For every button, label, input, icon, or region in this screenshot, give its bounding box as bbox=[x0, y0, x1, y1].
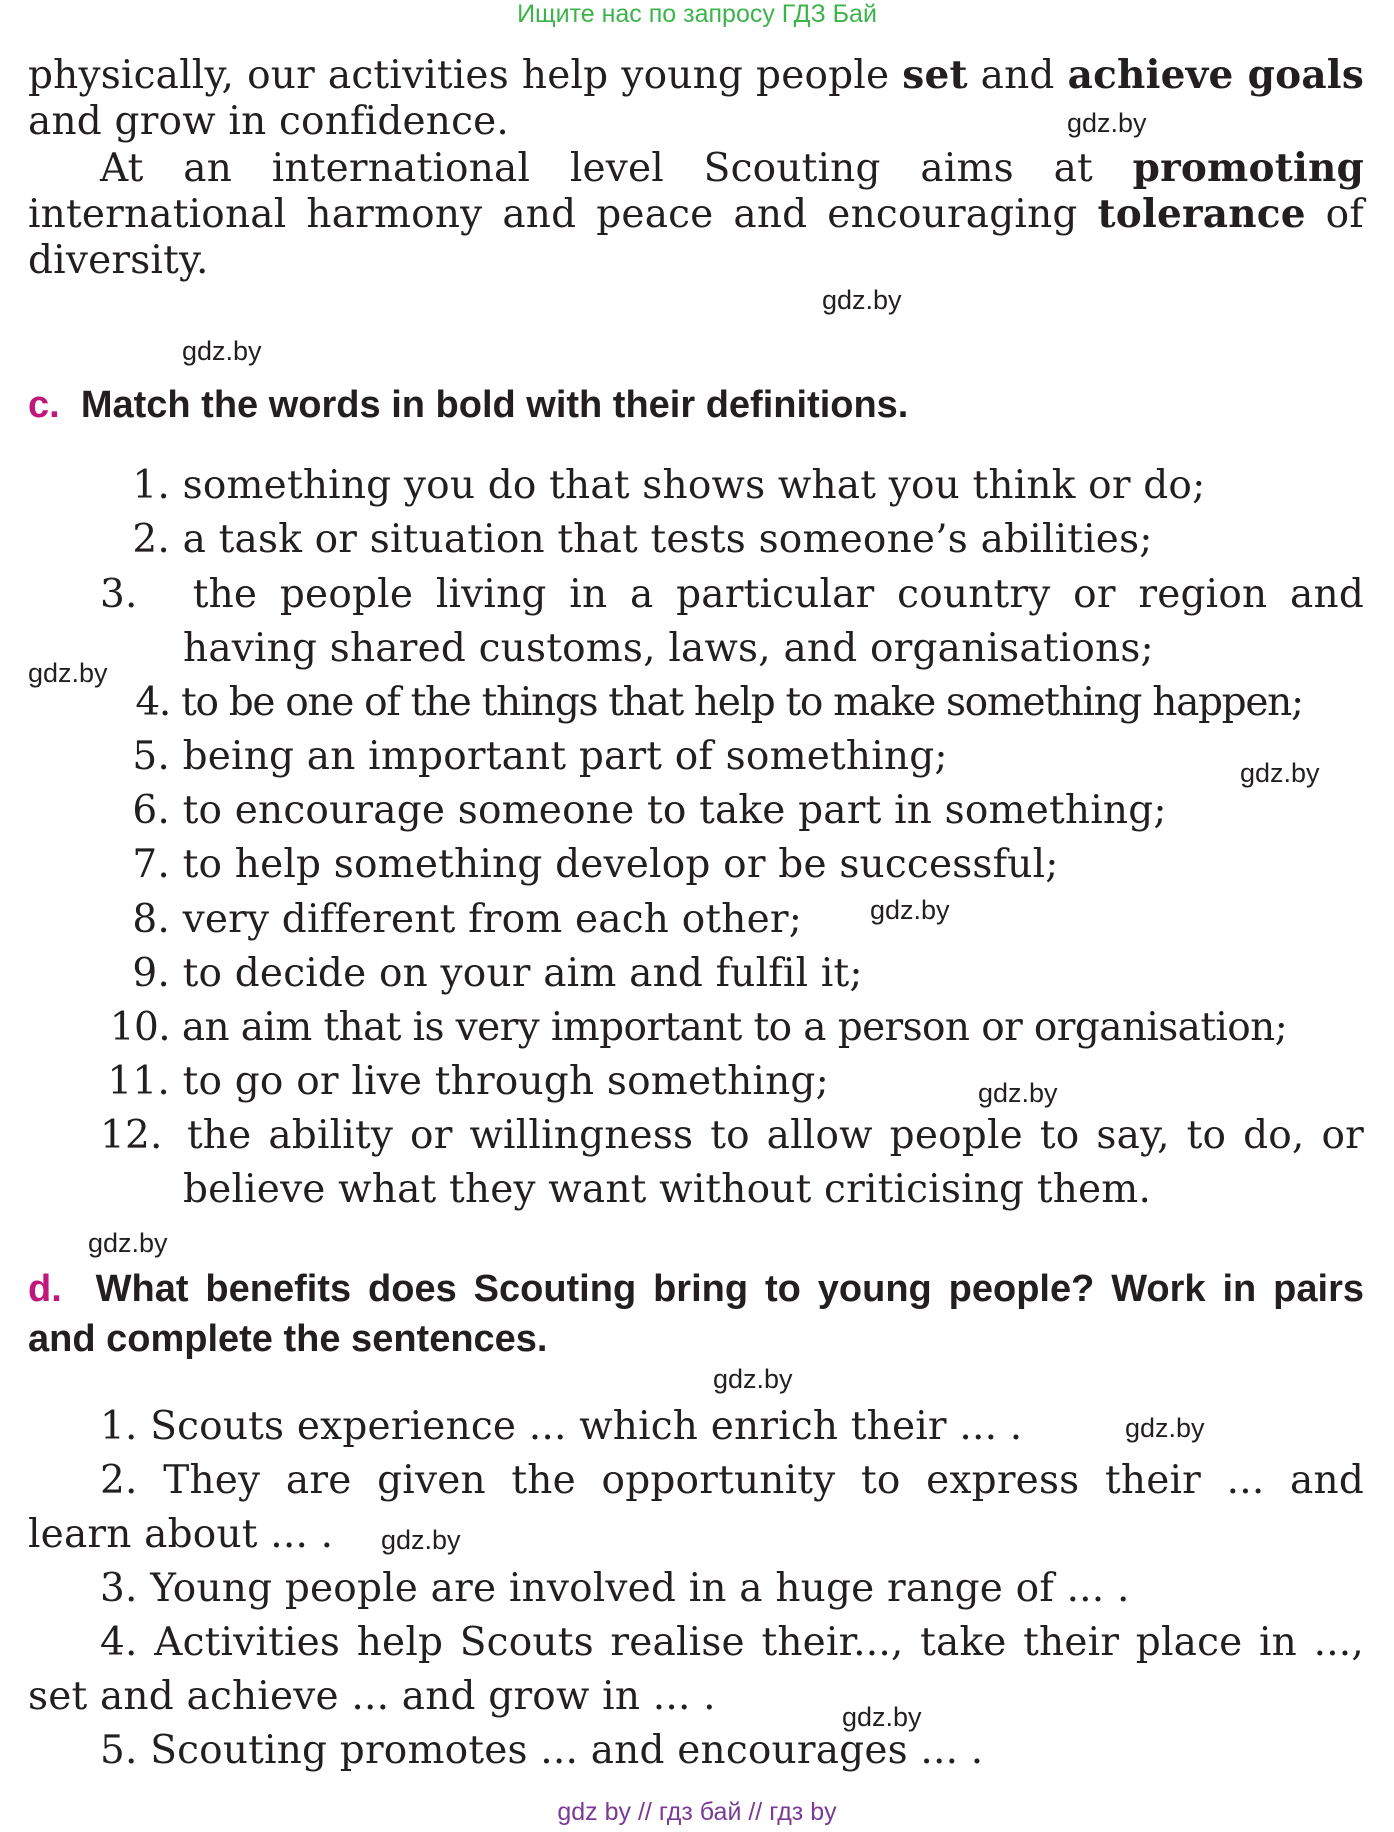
sentence-item: 3. Young people are involved in a huge range of ... . bbox=[100, 1566, 1130, 1611]
bold-word-achieve-goals: achieve goals bbox=[1067, 52, 1364, 98]
item-number: 9. bbox=[132, 951, 170, 996]
item-text: very different from each other; bbox=[182, 897, 803, 942]
sentence-continuation: set and achieve ... and grow in ... . bbox=[28, 1674, 716, 1719]
sentence-item: 4. Activities help Scouts realise their..., take their place in ..., bbox=[100, 1620, 1364, 1665]
intro-text: international harmony and peace and encouraging bbox=[28, 192, 1098, 237]
sentence-item: 5. Scouting promotes ... and encourages ... . bbox=[100, 1728, 984, 1773]
section-d-heading bbox=[28, 1268, 1364, 1311]
item-text: to help something develop or be successful; bbox=[182, 842, 1059, 887]
item-text: to go or live through something; bbox=[182, 1059, 829, 1104]
intro-text: At an international level Scouting aims at bbox=[100, 146, 1133, 191]
list-item bbox=[100, 1005, 1287, 1050]
bold-word-promoting: promoting bbox=[1132, 145, 1364, 191]
item-number: 6. bbox=[132, 788, 170, 833]
header-search-link[interactable]: Ищите нас по запросу ГДЗ Бай bbox=[517, 0, 877, 28]
bold-word-tolerance: tolerance bbox=[1097, 191, 1306, 237]
bold-word-set: set bbox=[902, 52, 968, 98]
item-number: 2. bbox=[132, 517, 170, 562]
list-item bbox=[100, 1059, 829, 1104]
item-number: 12. bbox=[100, 1113, 163, 1158]
item-text: to be one of the things that help to make something happen; bbox=[181, 680, 1303, 725]
watermark: gdz.by bbox=[381, 1525, 461, 1555]
item-text: an aim that is very important to a person or organisation; bbox=[181, 1005, 1288, 1050]
item-number: 4. bbox=[135, 680, 170, 725]
intro-line-3 bbox=[100, 145, 1364, 191]
section-d-letter: d. bbox=[28, 1268, 62, 1310]
watermark: gdz.by bbox=[88, 1228, 168, 1258]
watermark: gdz.by bbox=[822, 285, 902, 315]
list-item bbox=[100, 517, 1153, 562]
watermark: gdz.by bbox=[28, 658, 108, 688]
item-number: 1. bbox=[132, 463, 170, 508]
item-number: 3. bbox=[100, 572, 138, 617]
watermark: gdz.by bbox=[870, 895, 950, 925]
watermark: gdz.by bbox=[1067, 108, 1147, 138]
list-item bbox=[100, 463, 1205, 508]
list-item bbox=[100, 680, 1303, 725]
item-text: the people living in a particular country or region and bbox=[192, 572, 1364, 617]
watermark: gdz.by bbox=[978, 1078, 1058, 1108]
item-number: 7. bbox=[132, 842, 170, 887]
watermark: gdz.by bbox=[1125, 1413, 1205, 1443]
item-text: to encourage someone to take part in something; bbox=[182, 788, 1167, 833]
list-item-continuation: having shared customs, laws, and organisations; bbox=[183, 626, 1154, 671]
intro-line-2: and grow in confidence. bbox=[28, 99, 510, 144]
section-d-title: What benefits does Scouting bring to young people? Work in pairs bbox=[95, 1268, 1364, 1310]
list-item bbox=[100, 734, 948, 779]
section-c-letter: c. bbox=[28, 384, 60, 426]
section-c-heading bbox=[28, 384, 908, 427]
watermark: gdz.by bbox=[842, 1702, 922, 1732]
sentence-item: 2. They are given the opportunity to express their ... and bbox=[100, 1458, 1364, 1503]
list-item bbox=[100, 951, 863, 996]
list-item bbox=[100, 1113, 1364, 1158]
section-c-title: Match the words in bold with their definitions. bbox=[80, 384, 909, 426]
footer-link[interactable]: gdz by // гдз бай // гдз by bbox=[557, 1798, 837, 1826]
intro-text: of bbox=[1305, 192, 1364, 237]
item-text: a task or situation that tests someone’s abilities; bbox=[182, 517, 1153, 562]
intro-text: physically, our activities help young people bbox=[28, 53, 903, 98]
list-item bbox=[100, 842, 1059, 887]
intro-text: and bbox=[967, 53, 1068, 98]
item-text: being an important part of something; bbox=[182, 734, 948, 779]
sentence-continuation: learn about ... . bbox=[28, 1512, 334, 1557]
item-number: 5. bbox=[132, 734, 170, 779]
item-number: 10. bbox=[109, 1005, 170, 1050]
section-d-heading-cont: and complete the sentences. bbox=[28, 1318, 548, 1360]
item-text: something you do that shows what you think or do; bbox=[182, 463, 1206, 508]
list-item bbox=[100, 897, 802, 942]
sentence-item: 1. Scouts experience ... which enrich their ... . bbox=[100, 1404, 1023, 1449]
item-text: the ability or willingness to allow people to say, to do, or bbox=[186, 1113, 1364, 1158]
intro-line-5: diversity. bbox=[28, 238, 209, 283]
item-number: 11. bbox=[107, 1059, 170, 1104]
intro-line-1 bbox=[28, 52, 1364, 98]
list-item-continuation: believe what they want without criticising them. bbox=[183, 1167, 1152, 1212]
item-number: 8. bbox=[132, 897, 170, 942]
watermark: gdz.by bbox=[1240, 758, 1320, 788]
watermark: gdz.by bbox=[713, 1364, 793, 1394]
list-item bbox=[100, 788, 1167, 833]
intro-line-4 bbox=[28, 191, 1364, 237]
list-item bbox=[100, 572, 1364, 617]
watermark: gdz.by bbox=[182, 336, 262, 366]
item-text: to decide on your aim and fulfil it; bbox=[182, 951, 863, 996]
